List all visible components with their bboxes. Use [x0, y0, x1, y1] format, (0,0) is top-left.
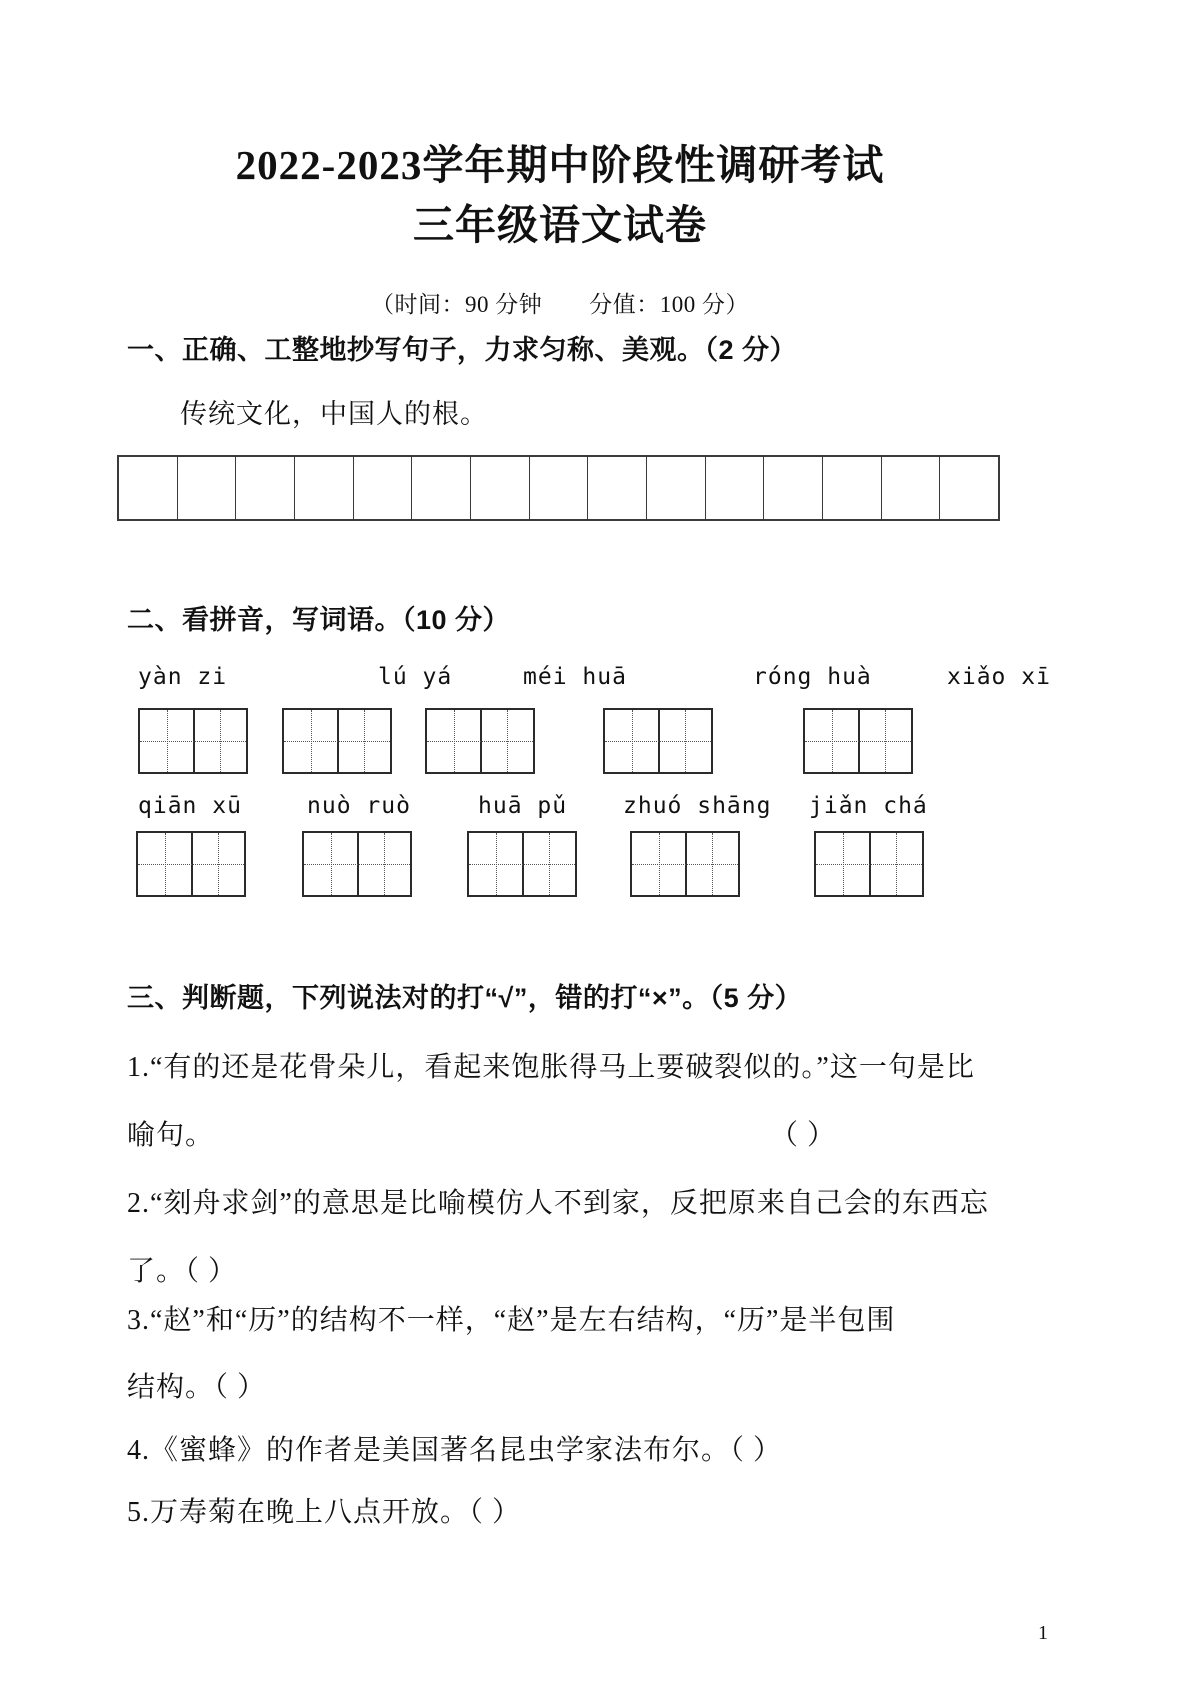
writing-box-group: [302, 831, 412, 897]
copy-grid-cell: [647, 457, 706, 519]
writing-box-group: [630, 831, 740, 897]
copy-grid-cell: [940, 457, 998, 519]
copy-grid-cell: [530, 457, 589, 519]
writing-box-group: [282, 708, 392, 774]
pinyin-label: lú yá: [378, 664, 453, 690]
writing-box-group: [803, 708, 913, 774]
writing-box-group: [136, 831, 246, 897]
page-number: 1: [1038, 1622, 1048, 1644]
copy-grid-cell: [882, 457, 941, 519]
copy-grid-cell: [823, 457, 882, 519]
pinyin-label: xiǎo xī: [947, 664, 1051, 690]
pinyin-label: méi huā: [523, 664, 627, 690]
pinyin-label: nuò ruò: [307, 793, 411, 819]
exam-title-line1: 2022-2023学年期中阶段性调研考试: [235, 142, 885, 188]
copy-grid-cell: [178, 457, 237, 519]
copy-grid-cell: [119, 457, 178, 519]
copy-grid-cell: [236, 457, 295, 519]
copy-grid: [117, 455, 1000, 521]
writing-box-group: [603, 708, 713, 774]
writing-box-group: [138, 708, 248, 774]
copy-grid-cell: [471, 457, 530, 519]
exam-time-score-info: （时间：90 分钟 分值：100 分）: [371, 292, 749, 317]
section1-heading: 一、正确、工整地抄写句子，力求匀称、美观。（2 分）: [127, 335, 798, 365]
pinyin-label: zhuó shāng: [623, 793, 772, 819]
copy-grid-cell: [706, 457, 765, 519]
copy-grid-cell: [412, 457, 471, 519]
section3-heading: 三、判断题，下列说法对的打“√”，错的打“×”。（5 分）: [127, 983, 803, 1013]
question-line: 3.“赵”和“历”的结构不一样，“赵”是左右结构，“历”是半包围: [127, 1305, 896, 1336]
question-line: 4.《蜜蜂》的作者是美国著名昆虫学家法布尔。（ ）: [127, 1435, 783, 1466]
answer-bracket: （ ）: [770, 1120, 837, 1151]
copy-grid-cell: [295, 457, 354, 519]
question-line: 2.“刻舟求剑”的意思是比喻模仿人不到家，反把原来自己会的东西忘: [127, 1188, 989, 1219]
section1-sentence: 传统文化，中国人的根。: [180, 399, 488, 429]
copy-grid-cell: [764, 457, 823, 519]
question-line: 结构。（ ）: [127, 1372, 267, 1403]
pinyin-label: jiǎn chá: [809, 793, 928, 819]
writing-box-group: [814, 831, 924, 897]
pinyin-label: róng huà: [753, 664, 872, 690]
question-line: 1.“有的还是花骨朵儿，看起来饱胀得马上要破裂似的。”这一句是比: [127, 1052, 975, 1083]
copy-grid-cell: [354, 457, 413, 519]
pinyin-label: qiān xū: [138, 793, 242, 819]
section2-heading: 二、看拼音，写词语。（10 分）: [127, 605, 511, 635]
exam-title-line2: 三年级语文试卷: [413, 202, 707, 248]
pinyin-label: huā pǔ: [478, 793, 568, 819]
question-line: 喻句。: [127, 1120, 215, 1151]
question-line: 了。（ ）: [127, 1256, 238, 1287]
pinyin-label: yàn zi: [138, 664, 228, 690]
copy-grid-cell: [588, 457, 647, 519]
question-line: 5.万寿菊在晚上八点开放。（ ）: [127, 1497, 522, 1528]
writing-box-group: [425, 708, 535, 774]
writing-box-group: [467, 831, 577, 897]
